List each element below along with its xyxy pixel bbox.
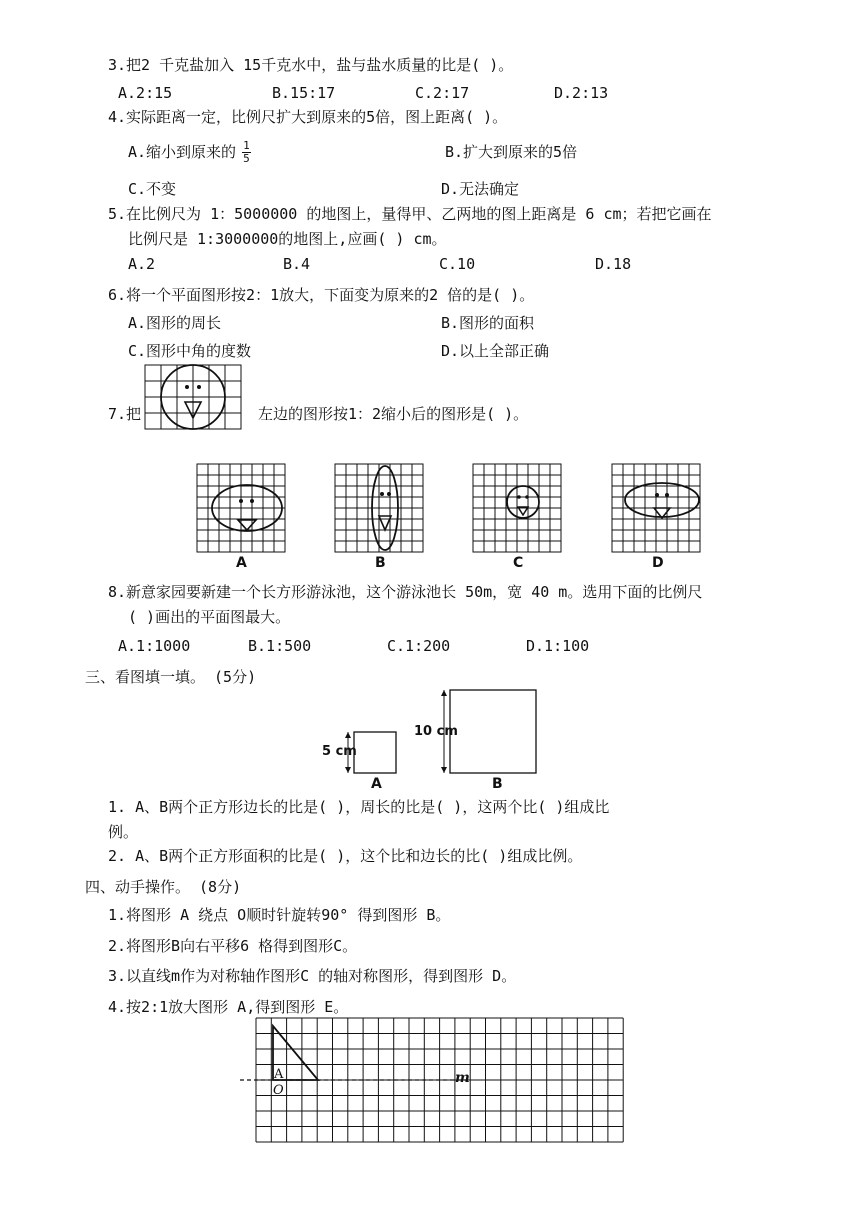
q7-stem-pre: 7.把 bbox=[108, 405, 142, 423]
sec4-instruction-4: 4.按2:1放大图形 A,得到图形 E。 bbox=[108, 998, 349, 1016]
square-b-length: 10 cm bbox=[414, 724, 458, 739]
q6-option-d[interactable]: D.以上全部正确 bbox=[441, 342, 550, 360]
q3-option-d[interactable]: D.2:13 bbox=[554, 84, 609, 102]
square-a-label: A bbox=[371, 776, 382, 792]
q8-stem-line1: 8.新意家园要新建一个长方形游泳池，这个游泳池长 50m，宽 40 m。选用下面的比例尺 bbox=[108, 583, 703, 601]
q6-option-a[interactable]: A.图形的周长 bbox=[128, 314, 222, 332]
q6-option-b[interactable]: B.图形的面积 bbox=[441, 314, 535, 332]
q5-option-b[interactable]: B.4 bbox=[283, 255, 311, 273]
sec3-q1-line1: 1. A、B两个正方形边长的比是( )，周长的比是( )，这两个比( )组成比 bbox=[108, 798, 610, 816]
q4-option-b[interactable]: B.扩大到原来的5倍 bbox=[445, 143, 578, 161]
q4-option-a[interactable] bbox=[128, 140, 251, 165]
q7-option-a-figure[interactable] bbox=[197, 464, 287, 556]
q3-option-a[interactable]: A.2:15 bbox=[118, 84, 173, 102]
sec3-q1-line2: 例。 bbox=[108, 823, 139, 841]
section4-title: 四、动手操作。 (8分) bbox=[85, 878, 242, 896]
q8-option-a[interactable]: A.1:1000 bbox=[118, 637, 191, 655]
sec4-instruction-3: 3.以直线m作为对称轴作图形C 的轴对称图形，得到图形 D。 bbox=[108, 967, 517, 985]
square-b-label: B bbox=[492, 776, 503, 792]
q3-option-c[interactable]: C.2:17 bbox=[415, 84, 470, 102]
q8-option-b[interactable]: B.1:500 bbox=[248, 637, 312, 655]
section3-title: 三、看图填一填。 (5分) bbox=[85, 668, 257, 686]
fraction: $\frac{1}{5}$ bbox=[243, 139, 250, 165]
grid-label-m: m bbox=[455, 1070, 470, 1086]
q7-label-b: B bbox=[375, 555, 386, 571]
q5-option-a[interactable]: A.2 bbox=[128, 255, 156, 273]
sec3-q2: 2. A、B两个正方形面积的比是( )，这个比和边长的比( )组成比例。 bbox=[108, 847, 583, 865]
q6-stem: 6.将一个平面图形按2：1放大，下面变为原来的2 倍的是( )。 bbox=[108, 286, 535, 304]
q7-option-b-figure[interactable] bbox=[335, 464, 425, 556]
q5-stem-line2: 比例尺是 1:3000000的地图上,应画( ) cm。 bbox=[128, 230, 447, 248]
q6-option-c[interactable]: C.图形中角的度数 bbox=[128, 342, 252, 360]
q8-option-d[interactable]: D.1:100 bbox=[526, 637, 590, 655]
q4-option-a-text: A.缩小到原来的 bbox=[128, 143, 237, 161]
q7-label-d: D bbox=[652, 555, 664, 571]
grid-label-a: A bbox=[274, 1067, 284, 1082]
q4-option-d[interactable]: D.无法确定 bbox=[441, 180, 520, 198]
q7-label-a: A bbox=[236, 555, 247, 571]
operation-grid[interactable] bbox=[240, 1018, 624, 1148]
q7-label-c: C bbox=[513, 555, 524, 571]
q4-option-c[interactable]: C.不变 bbox=[128, 180, 177, 198]
q7-stem-post: 左边的图形按1：2缩小后的图形是( )。 bbox=[258, 405, 529, 423]
q5-option-c[interactable]: C.10 bbox=[439, 255, 476, 273]
sec4-instruction-2: 2.将图形B向右平移6 格得到图形C。 bbox=[108, 937, 358, 955]
q7-option-c-figure[interactable] bbox=[473, 464, 563, 556]
q3-option-b[interactable]: B.15:17 bbox=[272, 84, 336, 102]
q7-option-d-figure[interactable] bbox=[612, 464, 702, 556]
q4-stem: 4.实际距离一定，比例尺扩大到原来的5倍，图上距离( )。 bbox=[108, 108, 508, 126]
sec4-instruction-1: 1.将图形 A 绕点 O顺时针旋转90° 得到图形 B。 bbox=[108, 906, 451, 924]
q7-original-figure bbox=[145, 365, 243, 430]
q8-stem-line2: ( )画出的平面图最大。 bbox=[128, 608, 291, 626]
q5-option-d[interactable]: D.18 bbox=[595, 255, 632, 273]
square-a-length: 5 cm bbox=[322, 744, 357, 759]
q5-stem-line1: 5.在比例尺为 1：5000000 的地图上，量得甲、乙两地的图上距离是 6 cm；若把它画在 bbox=[108, 205, 712, 223]
grid-label-o: O bbox=[273, 1083, 284, 1098]
q3-stem: 3.把2 千克盐加入 15千克水中，盐与盐水质量的比是( )。 bbox=[108, 56, 514, 74]
q8-option-c[interactable]: C.1:200 bbox=[387, 637, 451, 655]
